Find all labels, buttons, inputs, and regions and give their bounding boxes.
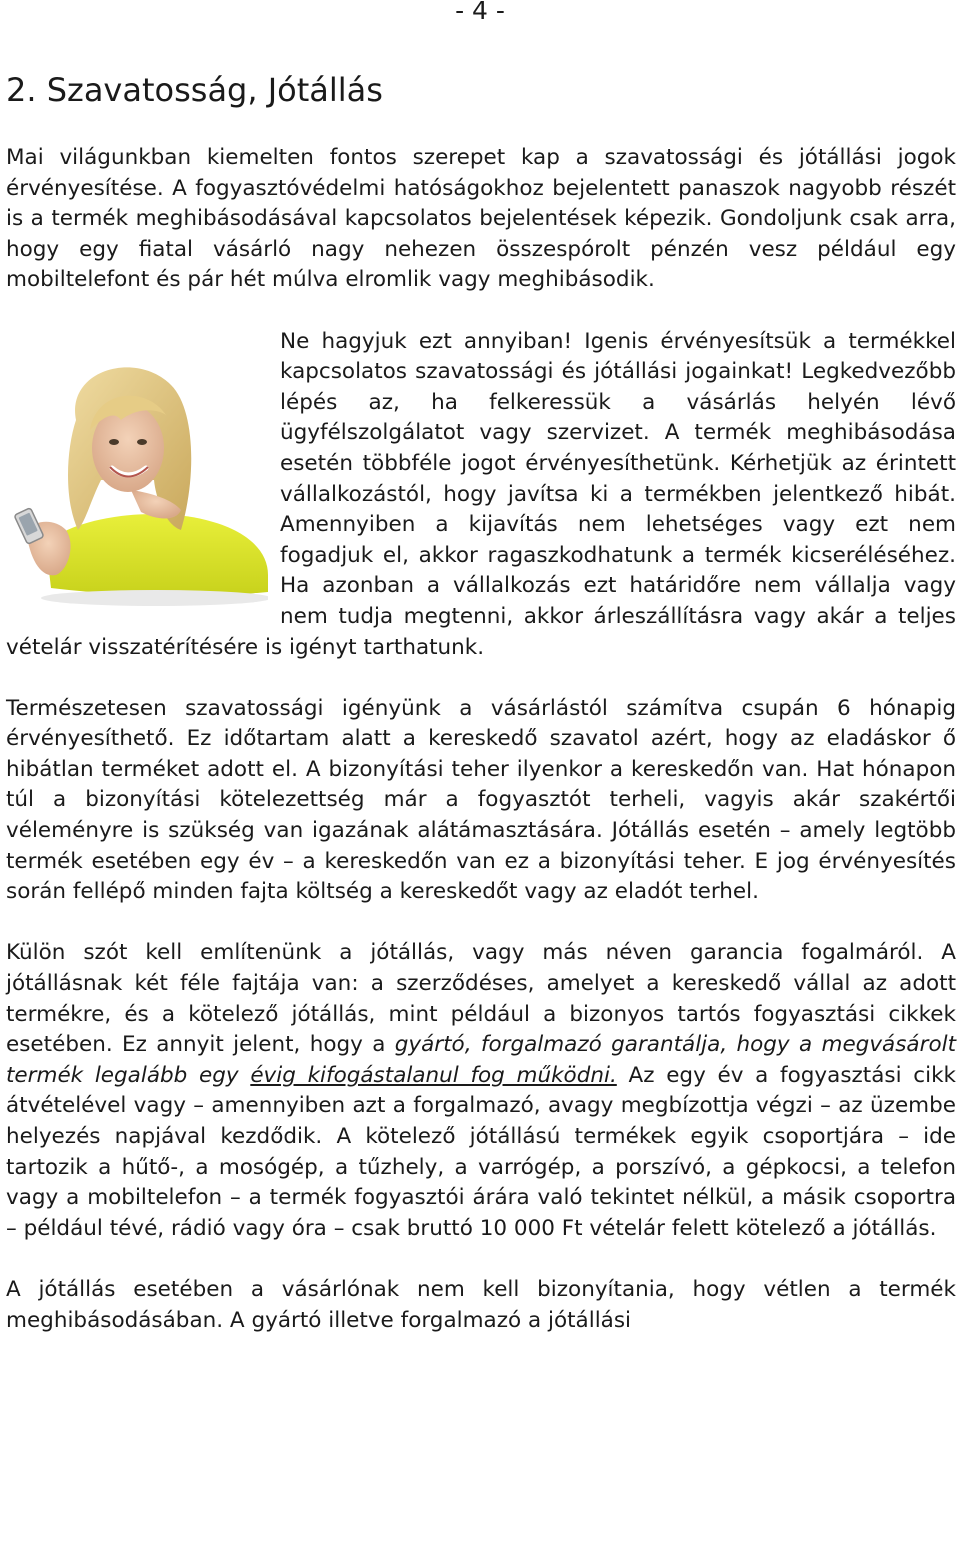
paragraph-burden-of-proof: A jótállás esetében a vásárlónak nem kell bizonyítania, hogy vétlen a termék meghibásodásában. A gyártó illetve forgalmazó a jótállási xyxy=(6,1276,956,1333)
paragraph-rights: Ne hagyjuk ezt annyiban! Igenis érvényesítsük a termékkel kapcsolatos szavatossági és jótállási jogainkat! Legkedvezőbb lépés az, ha felkeressük a vásárlás helyén lévő ügyfélszolgálatot vagy szervizet. A termék meghibásodása esetén többféle jogot érvényesíthetünk. Kérhetjük az érintett vállalkozástól, hogy javítsa ki a termékben jelentkező hibát. Amennyiben a kijavítás nem lehetséges vagy ezt nem fogadjuk el, akkor ragaszkodhatunk a termék kicseréléséhez. Ha azonban a vállalkozás ezt határidőre nem vállalja vagy nem tudja megtenni, akkor árleszállításra vagy akár a teljes vételár visszatérítésére is igényt tarthatunk. xyxy=(6,328,956,660)
paragraph-guarantee-italic-underlined: évig kifogástalanul fog működni. xyxy=(250,1062,617,1088)
page-title: 2. Szavatosság, Jótállás xyxy=(6,71,383,109)
paragraph-guarantee-italic: gyártó, forgalmazó garantálja, hogy a megvásárolt termék legalább egy xyxy=(6,1032,956,1088)
document-body xyxy=(6,143,956,1336)
paragraph-intro: Mai világunkban kiemelten fontos szerepet kap a szavatossági és jótállási jogok érvényesítése. A fogyasztóvédelmi hatóságokhoz bejelentett panaszok nagyobb részét is a termék meghibásodásával kapcsolatos bejelentések képezik. Gondoljunk csak arra, hogy egy fiatal vásárló nagy nehezen összespórolt pénzén vesz például egy mobiltelefont és pár hét múlva elromlik vagy meghibásodik. xyxy=(6,145,956,293)
paragraph-warranty-period: Természetesen szavatossági igényünk a vásárlástól számítva csupán 6 hónapig érvényesíthető. Ez időtartam alatt a kereskedő szavatol azért, hogy az eladáskor ő hibátlan terméket adott el. A bizonyítási teher ilyenkor a kereskedőn van. Hat hónapon túl a bizonyítási kötelezettség már a fogyasztót terheli, vagyis akár szakértői véleményre is szükség van igazának alátámasztására. Jótállás esetén – amely legtöbb termék esetében egy év – a kereskedőn van ez a bizonyítási teher. E jog érvényesítés során fellépő minden fajta költség a kereskedőt vagy az eladót terhel. xyxy=(6,695,956,905)
paragraph-guarantee-part-b: Az egy év a fogyasztási cikk átvételével vagy – amennyiben azt a forgalmazó, avagy megbízottja végzi – az üzembe helyezés napjával kezdődik. A kötelező jótállású termékek egyik csoportjára – ide tartozik a hűtő-, a mosógép, a tűzhely, a varrógép, a porszívó, a gépkocsi, a telefon vagy a mobiltelefon – a termék fogyasztói árára való tekintet nélkül, a másik csoportra – például tévé, rádió vagy óra – csak bruttó 10 000 Ft vételár felett kötelező a jótállás. xyxy=(6,1062,956,1241)
paragraph-guarantee xyxy=(6,938,956,1244)
page-number: - 4 - xyxy=(455,0,505,25)
paragraph-guarantee-part-a: Külön szót kell említenünk a jótállás, vagy más néven garancia fogalmáról. A jótállásnak két féle fajtája van: a szerződéses, amelyet a kereskedő vállal az adott termékre, és a kötelező jótállás, mint például a bizonyos tartós fogyasztási cikkek esetében. Ez annyit jelent, hogy a xyxy=(6,940,956,1058)
woman-with-phone-photo xyxy=(6,330,268,630)
